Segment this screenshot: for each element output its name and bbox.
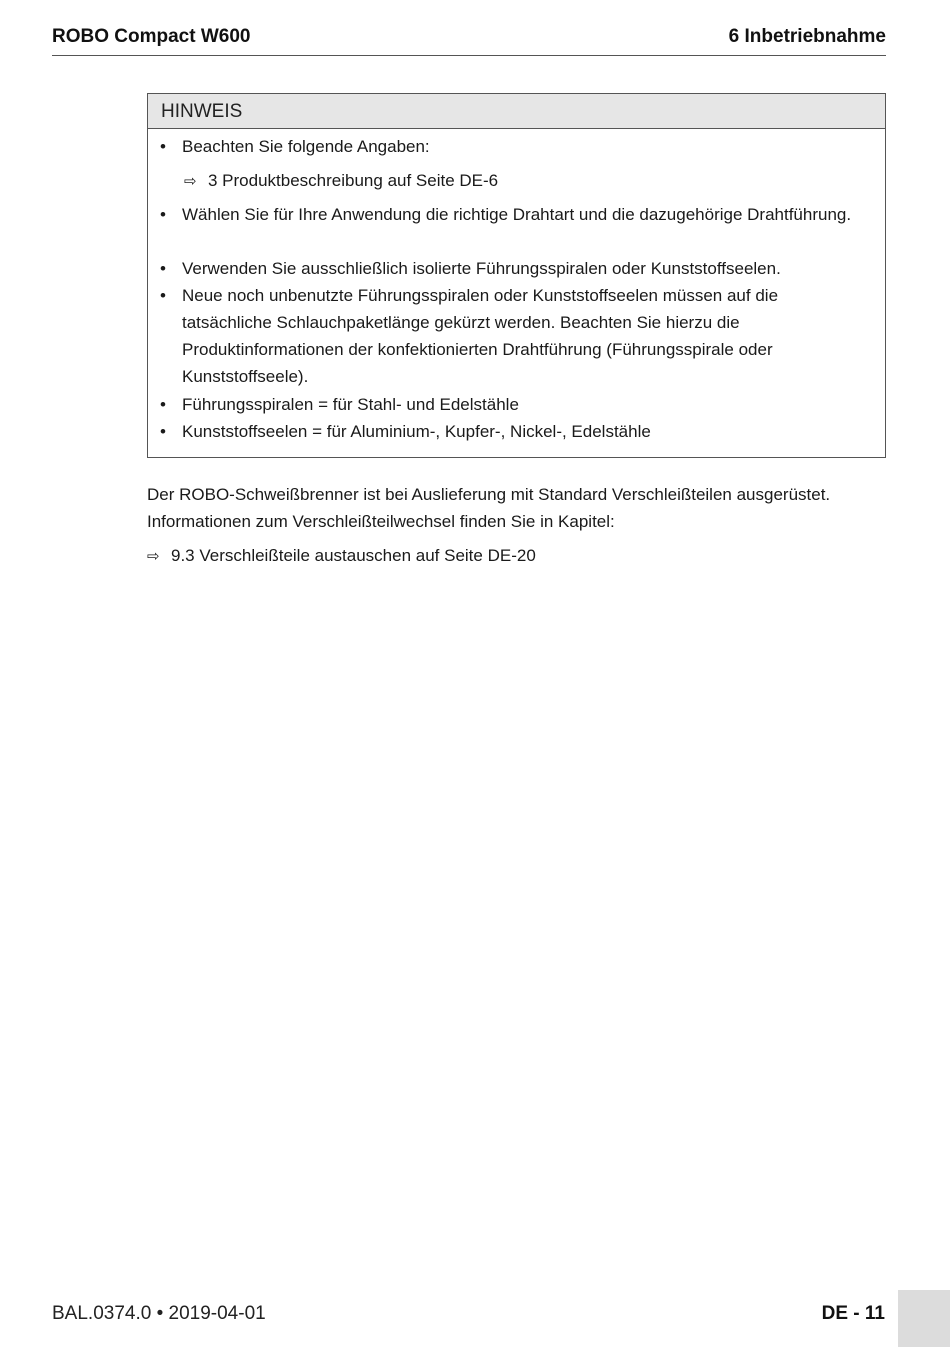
note-item: Neue noch unbenutzte Führungsspiralen oder Kunststoffseelen müssen auf die tatsächliche Schlauchpaketlänge gekürzt werden. Beachten Sie hierzu die Produktinformationen der konfektionierten Drahtführung (Führungsspirale oder Kunststoffseele). (182, 286, 779, 386)
body-paragraph: Der ROBO-Schweißbrenner ist bei Auslieferung mit Standard Verschleißteilen ausgerüstet. Informationen zum Verschleißteilwechsel finden Sie in Kapitel: (147, 485, 831, 531)
body-reference-text: 9.3 Verschleißteile austauschen auf Seite DE-20 (171, 546, 536, 565)
note-item: Kunststoffseelen = für Aluminium-, Kupfer-, Nickel-, Edelstähle (182, 422, 651, 441)
note-reference-link[interactable] (184, 167, 498, 195)
page-edge-tab (898, 1290, 950, 1347)
arrow-right-icon: ⇨ (184, 173, 197, 190)
arrow-right-icon: ⇨ (147, 548, 160, 565)
footer-document-id: BAL.0374.0 • 2019-04-01 (52, 1303, 266, 1324)
page-header (52, 26, 886, 56)
note-item: Führungsspiralen = für Stahl- und Edelstähle (182, 395, 519, 414)
note-reference-text: 3 Produktbeschreibung auf Seite DE-6 (208, 171, 499, 190)
bullet-icon: • (160, 259, 166, 278)
header-product-title: ROBO Compact W600 (52, 26, 251, 47)
bullet-icon: • (160, 286, 166, 305)
body-reference-link[interactable] (147, 542, 536, 570)
bullet-icon: • (160, 137, 166, 156)
note-box (147, 93, 886, 458)
bullet-icon: • (160, 205, 166, 224)
header-chapter-title: 6 Inbetriebnahme (728, 26, 886, 47)
note-item: Verwenden Sie ausschließlich isolierte Führungsspiralen oder Kunststoffseelen. (182, 259, 781, 278)
note-item: Beachten Sie folgende Angaben: (182, 137, 430, 156)
bullet-icon: • (160, 395, 166, 414)
footer-page-number: DE - 11 (821, 1303, 885, 1324)
note-item: Wählen Sie für Ihre Anwendung die richtige Drahtart und die dazugehörige Drahtführung. (182, 205, 852, 224)
bullet-icon: • (160, 422, 166, 441)
note-title: HINWEIS (148, 94, 885, 129)
